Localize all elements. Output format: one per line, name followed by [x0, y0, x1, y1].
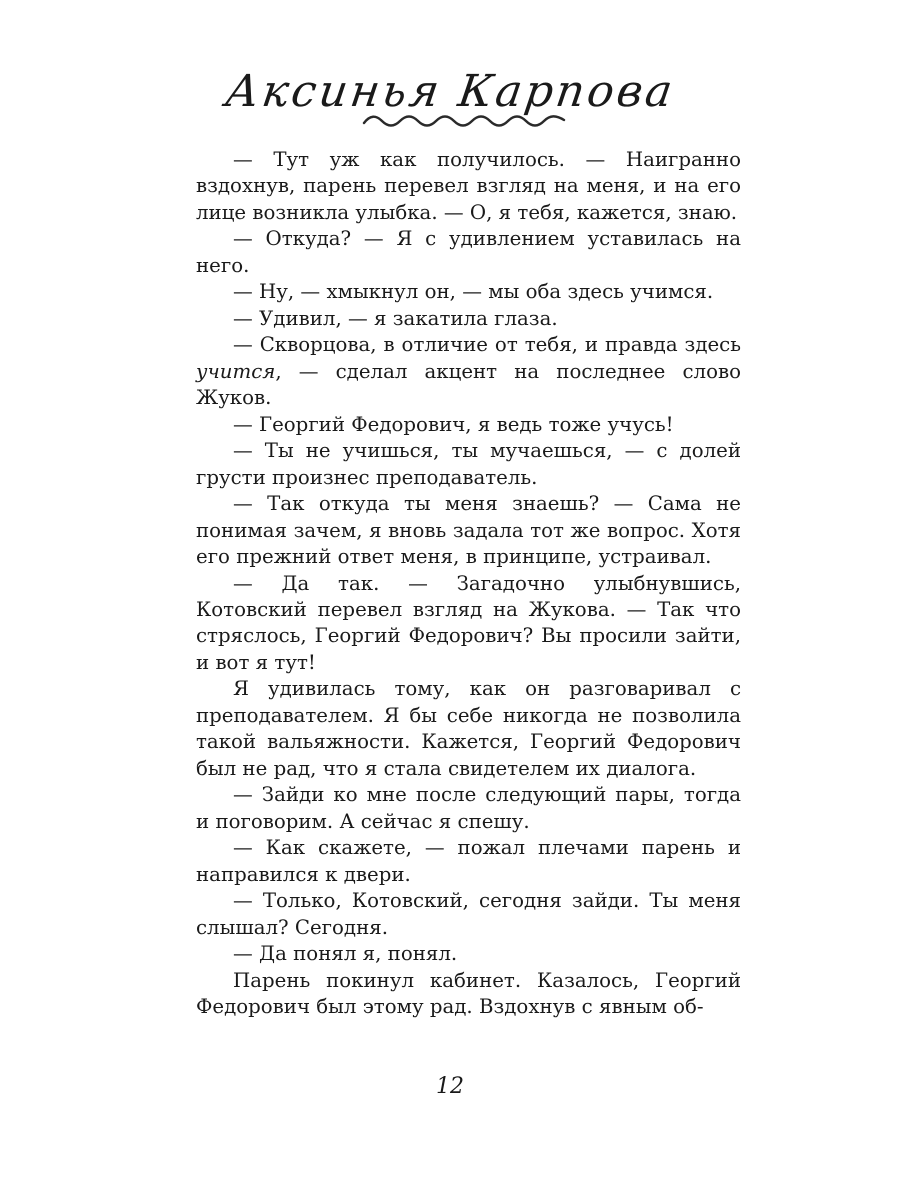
paragraph-text: — Ты не учишься, ты мучаешься, — с долей грусти произнес преподаватель. [196, 439, 741, 489]
paragraph-text: — Да так. — Загадочно улыбнувшись, Котовский перевел взгляд на Жукова. — Так что стряслось, Георгий Федорович? Вы просили зайти, и вот я тут! [196, 571, 741, 674]
paragraph [196, 438, 741, 491]
author-name: Аксинья Карпова [222, 66, 679, 117]
paragraph [196, 835, 741, 888]
paragraph-text: — Удивил, — я закатила глаза. [233, 306, 558, 330]
paragraph [196, 782, 741, 835]
paragraph-text: — Ну, — хмыкнул он, — мы оба здесь учимся. [233, 280, 714, 304]
paragraph-text: — Как скажете, — пожал плечами парень и направился к двери. [196, 836, 741, 886]
paragraph [196, 412, 741, 438]
paragraph [196, 332, 741, 411]
paragraph-text: , — сделал акцент на последнее слово Жуков. [196, 359, 741, 410]
paragraph-text: — Георгий Федорович, я ведь тоже учусь! [233, 412, 674, 436]
paragraph [196, 226, 741, 279]
paragraph [196, 941, 741, 967]
paragraph-text: — Так откуда ты меня знаешь? — Сама не понимая зачем, я вновь задала тот же вопрос. Хотя его прежний ответ меня, в принципе, устраивал. [196, 492, 741, 569]
paragraph-text: — Зайди ко мне после следующий пары, тогда и поговорим. А сейчас я спешу. [196, 783, 741, 833]
paragraph-text: — Тут уж как получилось. — Наигранно вздохнув, парень перевел взгляд на меня, и на его лице возникла улыбка. — О, я тебя, кажется, знаю. [196, 148, 741, 224]
paragraph [196, 147, 741, 226]
paragraph [196, 571, 741, 677]
wave-ornament [360, 111, 570, 133]
paragraph-text: — Только, Котовский, сегодня зайди. Ты меня слышал? Сегодня. [196, 889, 741, 939]
paragraph-text: — Да понял я, понял. [233, 942, 458, 966]
page-number: 12 [436, 1074, 464, 1099]
paragraph-text: Я удивилась тому, как он разговаривал с преподавателем. Я бы себе никогда не позволила такой вальяжности. Кажется, Георгий Федорович был не рад, что я стала свидетелем их диалога. [196, 677, 741, 780]
emphasized-word: учится [196, 359, 276, 383]
paragraph [196, 279, 741, 305]
paragraph [196, 491, 741, 570]
paragraph [196, 676, 741, 782]
paragraph-text: Парень покинул кабинет. Казалось, Георгий Федорович был этому рад. Вздохнув с явным об- [196, 968, 741, 1018]
paragraph [196, 888, 741, 941]
paragraph-text: — Откуда? — Я с удивлением уставилась на него. [196, 227, 741, 277]
paragraph [196, 306, 741, 332]
body-text [196, 147, 741, 1020]
paragraph [196, 968, 741, 1021]
paragraph-text: — Скворцова, в отличие от тебя, и правда здесь [233, 333, 741, 357]
